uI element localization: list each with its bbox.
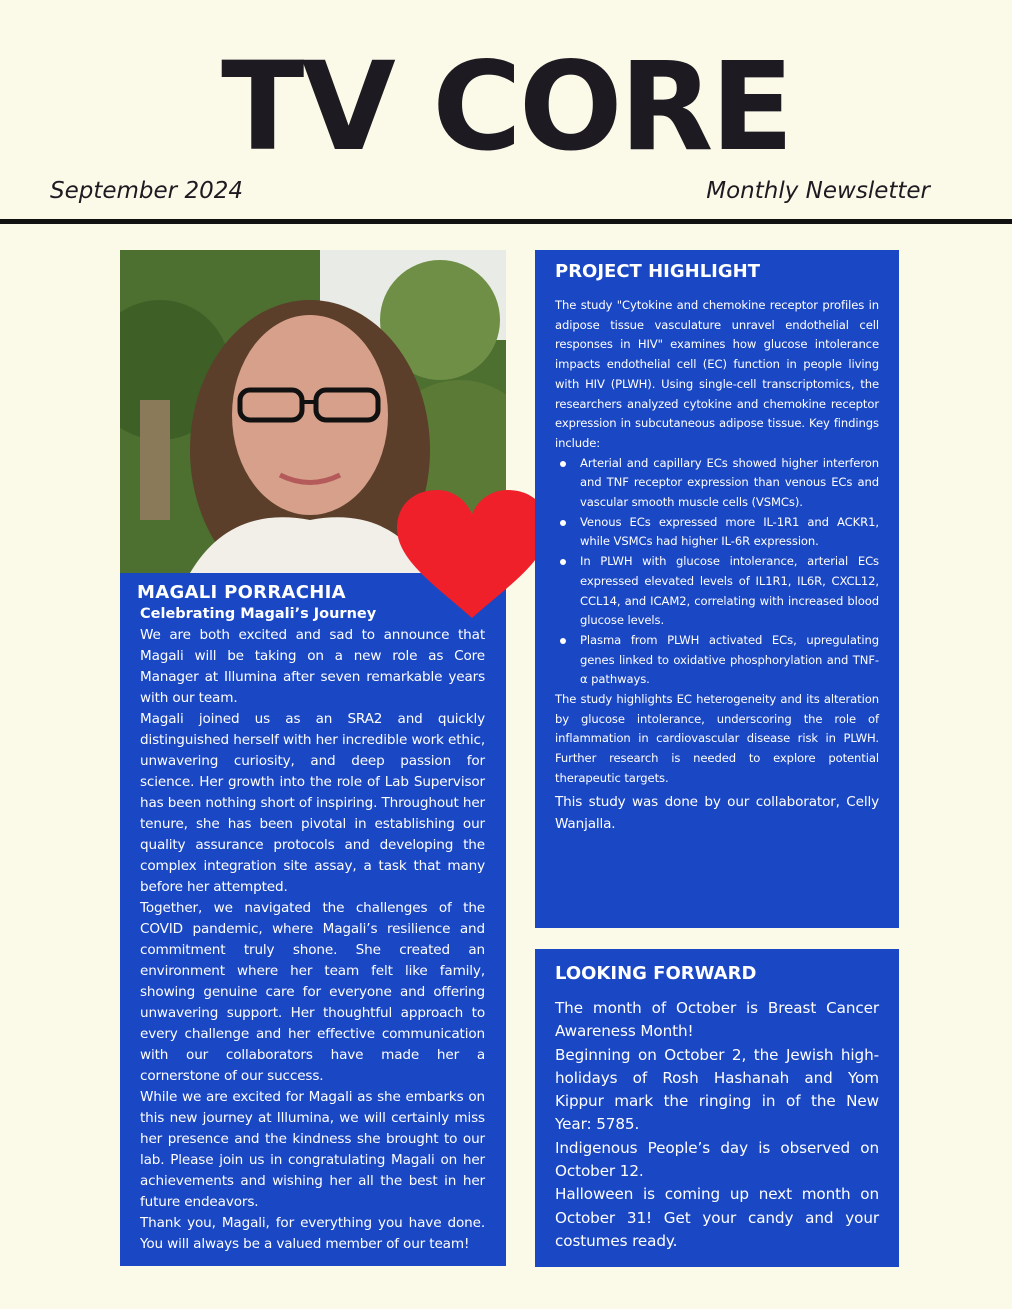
findings-list <box>555 454 879 690</box>
forward-item: Indigenous People’s day is observed on October 12. <box>555 1138 879 1181</box>
heart-icon <box>395 490 550 620</box>
feature-subhead: Celebrating Magali’s Journey <box>140 606 377 622</box>
feature-paragraph: Thank you, Magali, for everything you have done. You will always be a valued member of our team! <box>140 1215 485 1252</box>
list-item: In PLWH with glucose intolerance, arterial ECs expressed elevated levels of IL1R1, IL6R, CXCL12, CCL14, and ICAM2, correlating with increased blood glucose levels. <box>555 552 879 631</box>
looking-forward-panel <box>535 949 899 1267</box>
project-highlight-panel <box>535 250 899 928</box>
forward-item: Beginning on October 2, the Jewish high-holidays of Rosh Hashanah and Yom Kippur mark the ringing in of the New Year: 5785. <box>555 1045 879 1134</box>
newsletter-title: TV CORE <box>221 36 791 178</box>
bullet-icon <box>560 520 566 526</box>
bullet-icon <box>560 559 566 565</box>
feature-article <box>120 573 506 1266</box>
list-item: Venous ECs expressed more IL-1R1 and ACKR1, while VSMCs had higher IL-6R expression. <box>555 513 879 552</box>
project-credit: This study was done by our collaborator, Celly Wanjalla. <box>555 793 879 832</box>
feature-paragraph: Together, we navigated the challenges of the COVID pandemic, where Magali’s resilience and commitment truly shone. She created an environment where her team felt like family, showing genuine care for everyone and offering unwavering support. Her thoughtful approach to every challenge and her effective communication with our collaborators have made her a cornerstone of our success. <box>140 900 485 1084</box>
list-item: Plasma from PLWH activated ECs, upregulating genes linked to oxidative phosphorylation and TNF-α pathways. <box>555 631 879 690</box>
newsletter-subtitle: Monthly Newsletter <box>706 178 930 204</box>
bullet-icon <box>560 638 566 644</box>
project-intro: The study "Cytokine and chemokine receptor profiles in adipose tissue vasculature unravel endothelial cell responses in HIV" examines how glucose intolerance impacts endothelial cell (EC) function in people living with HIV (PLWH). Using single-cell transcriptomics, the researchers analyzed cytokine and chemokine receptor expression in subcutaneous adipose tissue. Key findings include: <box>555 298 879 450</box>
project-summary: The study highlights EC heterogeneity and its alteration by glucose intolerance, underscoring the role of inflammation in cardiovascular disease risk in PLWH. Further research is needed to explore potential therapeutic targets. <box>555 692 879 785</box>
forward-item: Halloween is coming up next month on October 31! Get your candy and your costumes ready. <box>555 1185 879 1250</box>
bullet-icon <box>560 461 566 467</box>
feature-paragraph: While we are excited for Magali as she embarks on this new journey at Illumina, we will certainly miss her presence and the kindness she brought to our lab. Please join us in congratulating Magali on her achievements and wishing her all the best in her future endeavors. <box>140 1089 485 1210</box>
project-highlight-heading: PROJECT HIGHLIGHT <box>555 261 760 282</box>
list-item: Arterial and capillary ECs showed higher interferon and TNF receptor expression than venous ECs and vascular smooth muscle cells (VSMCs). <box>555 454 879 513</box>
forward-item: The month of October is Breast Cancer Awareness Month! <box>555 999 879 1041</box>
looking-forward-heading: LOOKING FORWARD <box>555 963 757 984</box>
feature-paragraph: Magali joined us as an SRA2 and quickly distinguished herself with her incredible work ethic, unwavering curiosity, and deep passion for science. Her growth into the role of Lab Supervisor has been nothing short of inspiring. Throughout her tenure, she has been pivotal in establishing our quality assurance protocols and developing the complex integration site assay, a task that many before her attempted. <box>140 711 485 895</box>
issue-date: September 2024 <box>50 178 243 204</box>
feature-paragraph: We are both excited and sad to announce that Magali will be taking on a new role as Core Manager at Illumina after seven remarkable years with our team. <box>140 627 485 706</box>
feature-name: MAGALI PORRACHIA <box>137 582 346 603</box>
header-divider <box>0 219 1012 224</box>
